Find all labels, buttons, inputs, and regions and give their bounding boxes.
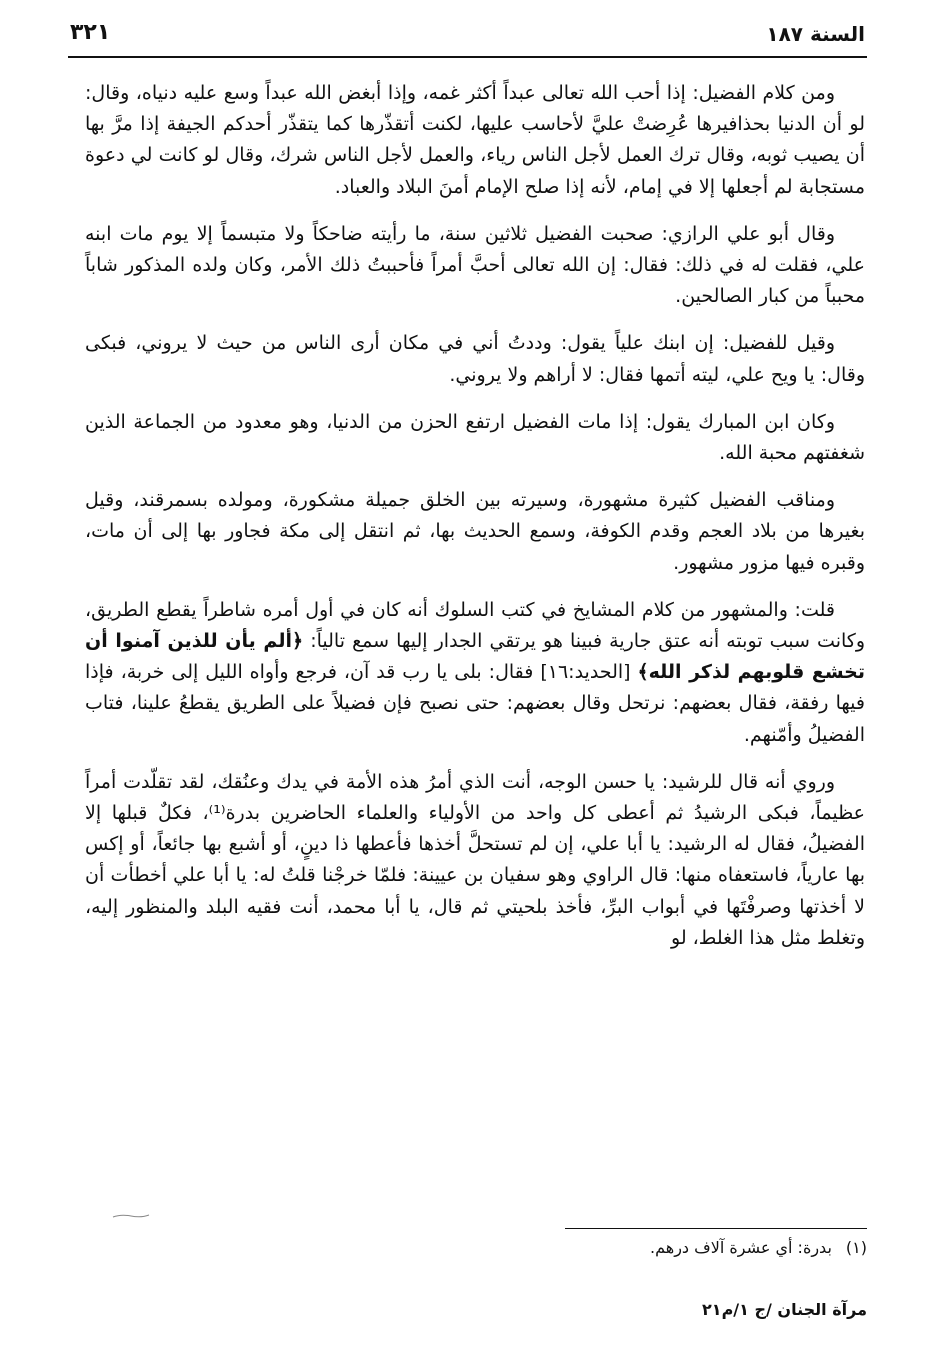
print-smudge (111, 1213, 151, 1219)
paragraph: وقيل للفضيل: إن ابنك علياً يقول: وددتُ أني في مكان أرى الناس من حيث لا يروني، فبكى وقال: يا ويح علي، ليته أتمها فقال: لا أراهم ولا يروني. (85, 332, 865, 386)
footnote (650, 1238, 867, 1257)
paragraph-quran-story (85, 595, 865, 751)
paragraph: وقال أبو علي الرازي: صحبت الفضيل ثلاثين سنة، ما رأيته ضاحكاً ولا متبسماً إلا يوم مات ابنه علي، فقلت له في ذلك: فقال: إن الله تعالى أحبَّ أمراً فأحببتُ ذلك الأمر، وكان ولده المذكور شاباً محبباً من كبار الصالحين. (85, 222, 865, 308)
paragraph: وكان ابن المبارك يقول: إذا مات الفضيل ارتفع الحزن من الدنيا، وهو معدود من الجماعة الذين شغفتهم محبة الله. (85, 410, 865, 465)
section-title: السنة ١٨٧ (766, 22, 865, 46)
paragraph: ومن كلام الفضيل: إذا أحب الله تعالى عبداً أكثر غمه، وإذا أبغض الله عبداً وسع عليه دنياه، وقال: لو أن الدنيا بحذافيرها عُرِضتْ عليَّ لأحاسب عليها، لكنت أتقذّرها كما يتقذّر أحدكم الجيفة إذا مرَّ بها أن يصيب ثوبه، وقال ترك العمل لأجل الناس رياء، والعمل لأجل الناس شرك، وقال لو كانت لي دعوة مستجابة لم أجعلها إلا في إمام، لأنه إذا صلح الإمام أمنَ البلاد والعباد. (85, 82, 865, 198)
running-head (70, 18, 865, 52)
signature-line: مرآة الجنان /ج ١/م٢١ (702, 1300, 867, 1319)
paragraph-part: قلت: والمشهور من كلام المشايخ في كتب السلوك أنه كان في أول أمره شاطراً يقطع الطريق، وكانت سبب توبته أنه عتق جارية فبينا هو يرتقي الجدار إليها سمع تالياً: (85, 598, 865, 653)
quran-verse: ﴿ألم يأن للذين آمنوا أن تخشع قلوبهم لذكر الله﴾ (85, 630, 865, 684)
body-text (85, 78, 865, 970)
footnote-number: (١) (845, 1238, 867, 1257)
paragraph-part: [الحديد:١٦] فقال: بلى يا رب قد آن، فرجع وأواه الليل إلى خربة، فإذا فيها رفقة، فقال بعضهم: نرتحل وقال بعضهم: حتى نصبح فإن فضيلاً على الطريق يقطعُ علينا، فتاب الفضيلُ وأمّنهم. (85, 661, 865, 746)
footnote-separator (565, 1228, 867, 1229)
footnote-text: بدرة: أي عشرة آلاف درهم. (650, 1238, 832, 1257)
header-rule (68, 56, 867, 58)
page-number: ٣٢١ (70, 20, 111, 45)
paragraph: ومناقب الفضيل كثيرة مشهورة، وسيرته بين الخلق جميلة مشكورة، ومولده بسمرقند، وقيل بغيرها من بلاد العجم وقدم الكوفة، وسمع الحديث بها، ثم انتقل إلى مكة فجاور بها إلى أن مات، وقبره فيها مزور مشهور. (85, 489, 865, 574)
paragraph: وروي أنه قال للرشيد: يا حسن الوجه، أنت الذي أمرُ هذه الأمة في يدك وعنُقك، لقد تقلّدت أمراً عظيماً، فبكى الرشيدُ ثم أعطى كل واحد من الأولياء والعلماء الحاضرين بدرة⁽¹⁾، فكلٌ قبلها إلا الفضيلُ، فقال له الرشيد: يا أبا علي، إن لم تستحلَّ أخذها فأعطها ذا دينٍ، أو أشبع بها جائعاً، أو إكس بها عارياً، فاستعفاه منها: قال الراوي وهو سفيان بن عيينة: فلمّا خرجْنا قلتُ له: يا أبا علي أخطأت أن لا أخذتها وصرفْتَها في أبواب البرِّ، فأخذ بلحيتي ثم قال، يا أبا محمد، أنت فقيه البلد والمنظور إليه، وتغلط مثل هذا الغلط، لو (85, 770, 865, 949)
